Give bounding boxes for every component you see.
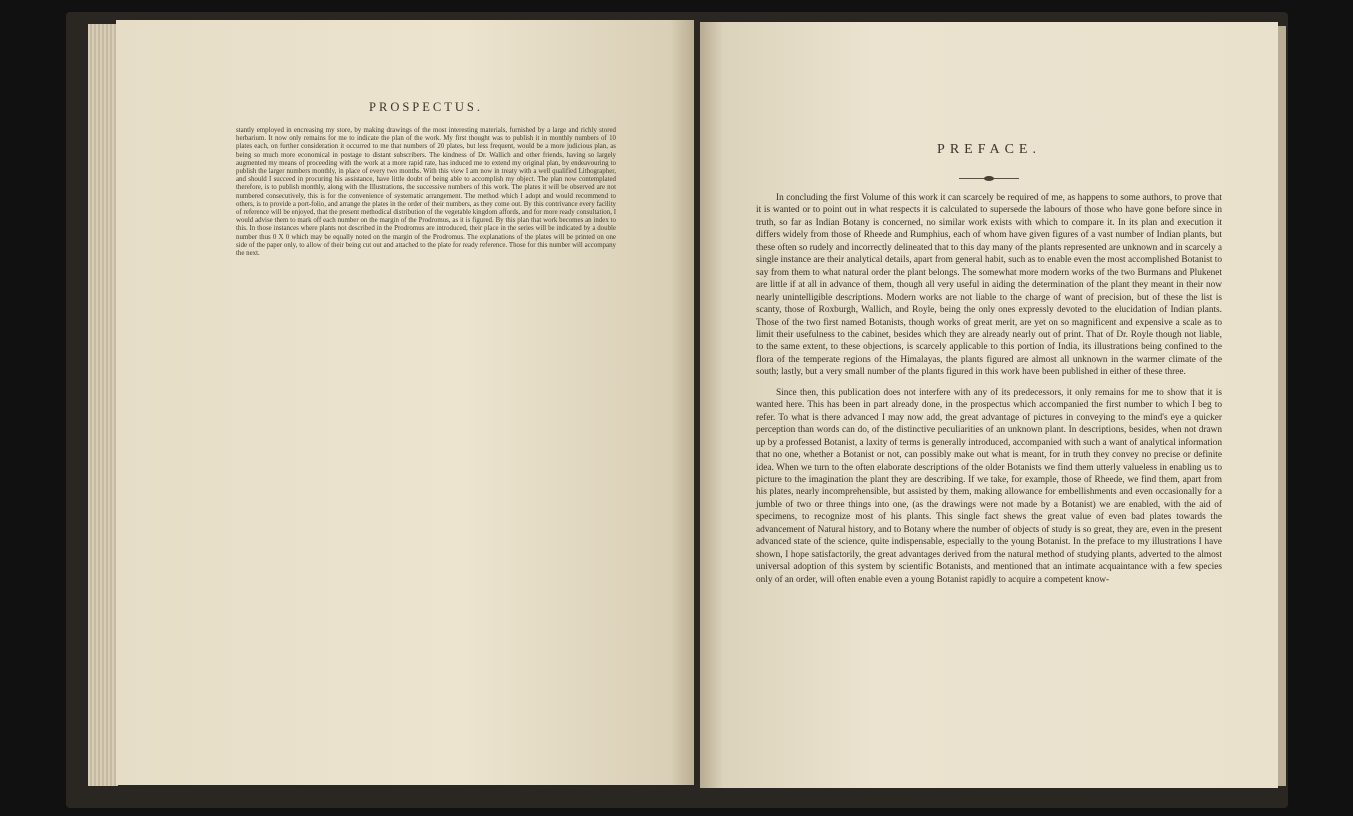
right-page	[700, 22, 1278, 788]
right-page-heading: PREFACE.	[937, 142, 1041, 157]
left-page-edges	[88, 24, 118, 786]
preface-paragraph-2: Since then, this publication does not interfere with any of its predecessors, it only remains for me to show that it is wanted here. This has been in part already done, in the prospectus which accompanied the first number to which I beg to refer. To what is there advanced I may now add, the great advantage of pictures in conveying to the mind's eye a quicker perception than words can do, of the distinctive peculiarities of an unknown plant. In descriptions, besides, when not drawn up by a professed Botanist, a laxity of terms is generally introduced, accompanied with such a want of analytical information that no one, whether a Botanist or not, can possibly make out what is meant, for in truth they convey no precise or definite idea. When we turn to the often elaborate descriptions of the older Botanists we find them utterly valueless in enabling us to picture to the imagination the plant they are describing. If we take, for example, those of Rheede, we find them, apart from his plates, nearly incomprehensible, but assisted by them, making allowance for embellishments and even occasionally for a jumble of two or three things into one, (as the drawings were not made by a Botanist) we are enabled, with the aid of specimens, to recognize most of his plants. This single fact shews the great value of even bad plates towards the advancement of Natural history, and to Botany where the number of objects of study is so great, they are, even in the present advanced state of the science, quite indispensable, especially to the young Botanist. In the preface to my illustrations I have shown, I hope satisfactorily, the great advantages derived from the natural method of studying plants, adverted to the almost universal adoption of this system by scientific Botanists, and mentioned that an intimate acquaintance with a few species only of an order, will often enable even a young Botanist rapidly to acquire a competent know-	[756, 387, 1222, 585]
left-page	[116, 20, 694, 785]
left-page-paragraph: stantly employed in encreasing my store, by making drawings of the most interesting materials, furnished by a large and richly stored herbarium. It now only remains for me to indicate the plan of the work. My first thought was to publish it in monthly numbers of 10 plates each, on further consideration it occurred to me that numbers of 20 plates, but less frequent, would be a more judicious plan, as being so much more economical in postage to distant subscribers. The kindness of Dr. Wallich and other friends, having so largely augmented my means of proceeding with the work at a more rapid rate, has induced me to extend my original plan, by endeavouring to publish the larger numbers monthly, in place of every two months. With this view I am now in treaty with a well qualified Lithographer, and should I succeed in procuring his assistance, have little doubt of being able to accomplish my object. The plan now contemplated therefore, is to publish monthly, along with the Illustrations, the successive numbers of this work. The plates it will be observed are not numbered consecutively, this is for the convenience of systematic arrangement. The method which I adopt and would recommend to others, is to provide a port-folio, and arrange the plates in the order of their numbers, as they come out. By this contrivance every facility of reference will be enjoyed, that the present methodical distribution of the vegetable kingdom affords, and for more ready consultation, I would advise them to mark off each number on the margin of the Prodromus, as it is figured. By this plan that work becomes an index to this. In those instances where plants not described in the Prodromus are introduced, their place in the series will be indicated by a double number thus 0 X 0 which may be equally noted on the margin of the Prodromus. The explanations of the plates will be printed on one side of the paper only, to allow of their being cut out and attached to the plate for ready reference. Those for this number will accompany the next.	[236, 127, 616, 258]
left-page-body	[236, 127, 616, 258]
right-page-body	[756, 192, 1222, 586]
left-page-heading: PROSPECTUS.	[369, 100, 483, 114]
heading-ornament	[959, 176, 1019, 182]
preface-paragraph-1: In concluding the first Volume of this work it can scarcely be required of me, as happens to some authors, to prove that it is wanted or to point out in what respects it is calculated to supersede the labours of those who have gone before since in truth, so far as Indian Botany is concerned, no similar work exists with which to compare it. In its plan and execution it differs widely from those of Rheede and Rumphius, each of whom have given figures of a vast number of Indian plants, but these often so rudely and incorrectly delineated that to this day many of the plants represented are unknown and in scarcely a single instance are their analytical details, apart from general habit, such as to enable even the most accomplished Botanist to say from them to what natural order the plant belongs. The somewhat more modern works of the two Burmans and Plukenet are little if at all in advance of them, though all very useful in aiding the determination of the plant they meant in their now nearly unintelligible descriptions. Modern works are not liable to the charge of want of precision, but of these the list is scanty, those of Roxburgh, Wallich, and Royle, being the only ones expressly devoted to the elucidation of Indian plants. Those of the two first named Botanists, though works of great merit, are yet on so magnificent and expensive a scale as to limit their usefulness to the cabinet, besides which they are already nearly out of print. That of Dr. Royle though not liable, to the same extent, to these objections, is scarcely applicable to this portion of India, its illustrations being confined to the flora of the temperate regions of the Himalayas, the plants figured are almost all unknown in the warmer climate of the south; lastly, but a very small number of the plants figured in this work have been published in either of these three.	[756, 193, 1222, 378]
